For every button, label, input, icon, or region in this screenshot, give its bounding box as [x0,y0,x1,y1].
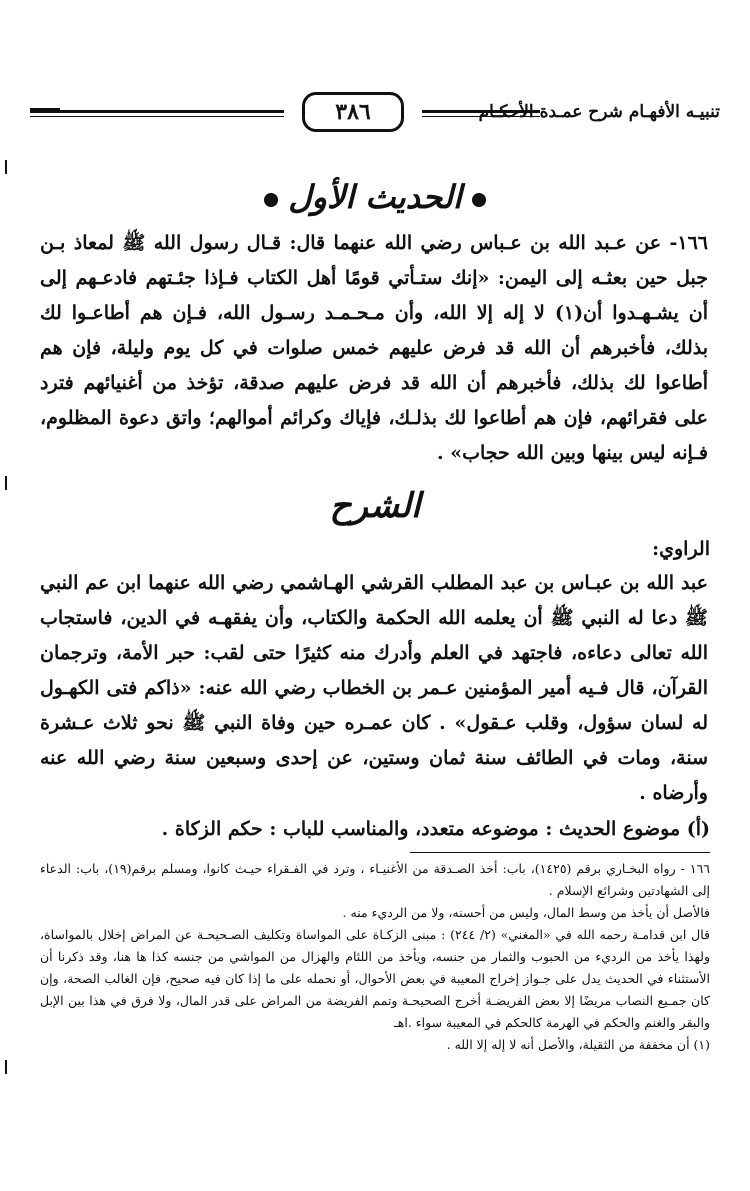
footnote-takhrij: ١٦٦ - رواه البخـاري برقم (١٤٢٥)، باب: أخذ الصـدقة من الأغنيـاء ، وترد في الفـقراء حيـث كانوا، ومسلم برقم(١٩)، باب: الدعاء إلى الشهادتين وشرائع الإسلام . [40,861,710,898]
margin-mark [5,160,7,174]
footnote-1: (١) أن مخففة من الثقيلة، والأصل أنه لا إله إلا الله . [446,1037,710,1052]
hadith-topic: (أ) موضوع الحديث : موضوعه متعدد، والمناسب للباب : حكم الزكاة . [161,818,710,840]
sharh-heading: الشرح [329,486,421,526]
hadith-text: ١٦٦- عن عـبد الله بن عـباس رضي الله عنهما قال: قـال رسول الله ﷺ لمعاذ بـن جبل حين بعثـه إلى اليمن: «إنك ستـأتي قومًا أهل الكتاب فـإذا جئـتهم فادعـهم إلى أن يشـهـدوا أن(١) لا إله إلا الله، وأن مـحـمـد رسـول الله، فـإن هم أطاعـوا لك بذلك، فأخبرهم أن الله قد فرض عليهم خمس صلوات في كل يوم وليلة، فإن هم أطاعوا لك بذلك، فأخبرهم أن الله قد فرض عليهم صدقة، تؤخذ من أغنيائهم فترد على فقرائهم، فإن هم أطاعوا لك بذلـك، فإياك وكرائم أموالهم؛ واتق دعوة المظلوم، فـإنه ليس بينها وبين الله حجاب» . [40,232,708,464]
narrator-text: عبد الله بن عبـاس بن عبد المطلب القرشي الهـاشمي رضي الله عنهما ابن عم النبي ﷺ دعا له النبي ﷺ أن يعلمه الله الحكمة والكتاب، وأن يفقهـه في الدين، فاستجاب الله تعالى دعاءه، فاجتهد في العلم وأدرك منه كثيرًا حتى لقب: حبر الأمة، وترجمان القرآن، قال فـيه أمير المؤمنين عـمر بن الخطاب رضي الله عنه: «ذاكم فتى الكهـول له لسان سؤول، وقلب عـقول» . كان عمـره حين وفاة النبي ﷺ نحو ثلاث عـشرة سنة، ومات في الطائف سنة ثمان وستين، عن إحدى وسبعين سنة رضي الله عنه وأرضاه . [40,572,708,804]
bullet-icon [264,193,278,207]
hadith-title-text: الحديث الأول [288,178,462,216]
margin-mark [5,476,7,490]
footnotes [40,858,710,1056]
footnote-separator [410,852,710,853]
footnote-note: فالأصل أن يأخذ من وسط المال، وليس من أحسنه، ولا من الرديء منه . [342,905,710,920]
margin-mark [5,1060,7,1074]
hadith-heading [0,178,750,216]
header-rule-left [30,110,284,117]
page-number: ٣٨٦ [302,92,404,132]
book-title: تنبيـه الأفهـام شرح عمـدة الأحكـام [478,102,720,122]
footnote-ibn-qudama: قال ابن قدامـة رحمه الله في «المغني» (٢/ ٢٤٤) : مبنى الزكـاة على المواساة وتكليف الصـحيحـة عن المراض إخلال بالمواساة، ولهذا يأخذ من الرديء من الحبوب والثمار من جنسه، ويأخذ من اللئام والهزال من المواشي من جنسه كذا ها هنا، وقد ذكرنا أن الأستثناء في الحديث يدل على جـواز إخراج المعيبة في بعض الأحوال، أو نحمله على ما إذا كان فيه صحيح، فإن الغالب الصحة، وإن كان جمـيع النصاب مريضًا إلا بعض الفريضـة أخرج الصحيحـة وتمم الفريضة من المراض على قدر المال، ولا فرق في هذا بين الإبل والبقر والغنم والحكم في الهرمة كالحكم في المعيبة سواء .اهـ [40,927,710,1030]
page-header [30,92,720,138]
bullet-icon [472,193,486,207]
narrator-label: الراوي: [652,538,710,560]
